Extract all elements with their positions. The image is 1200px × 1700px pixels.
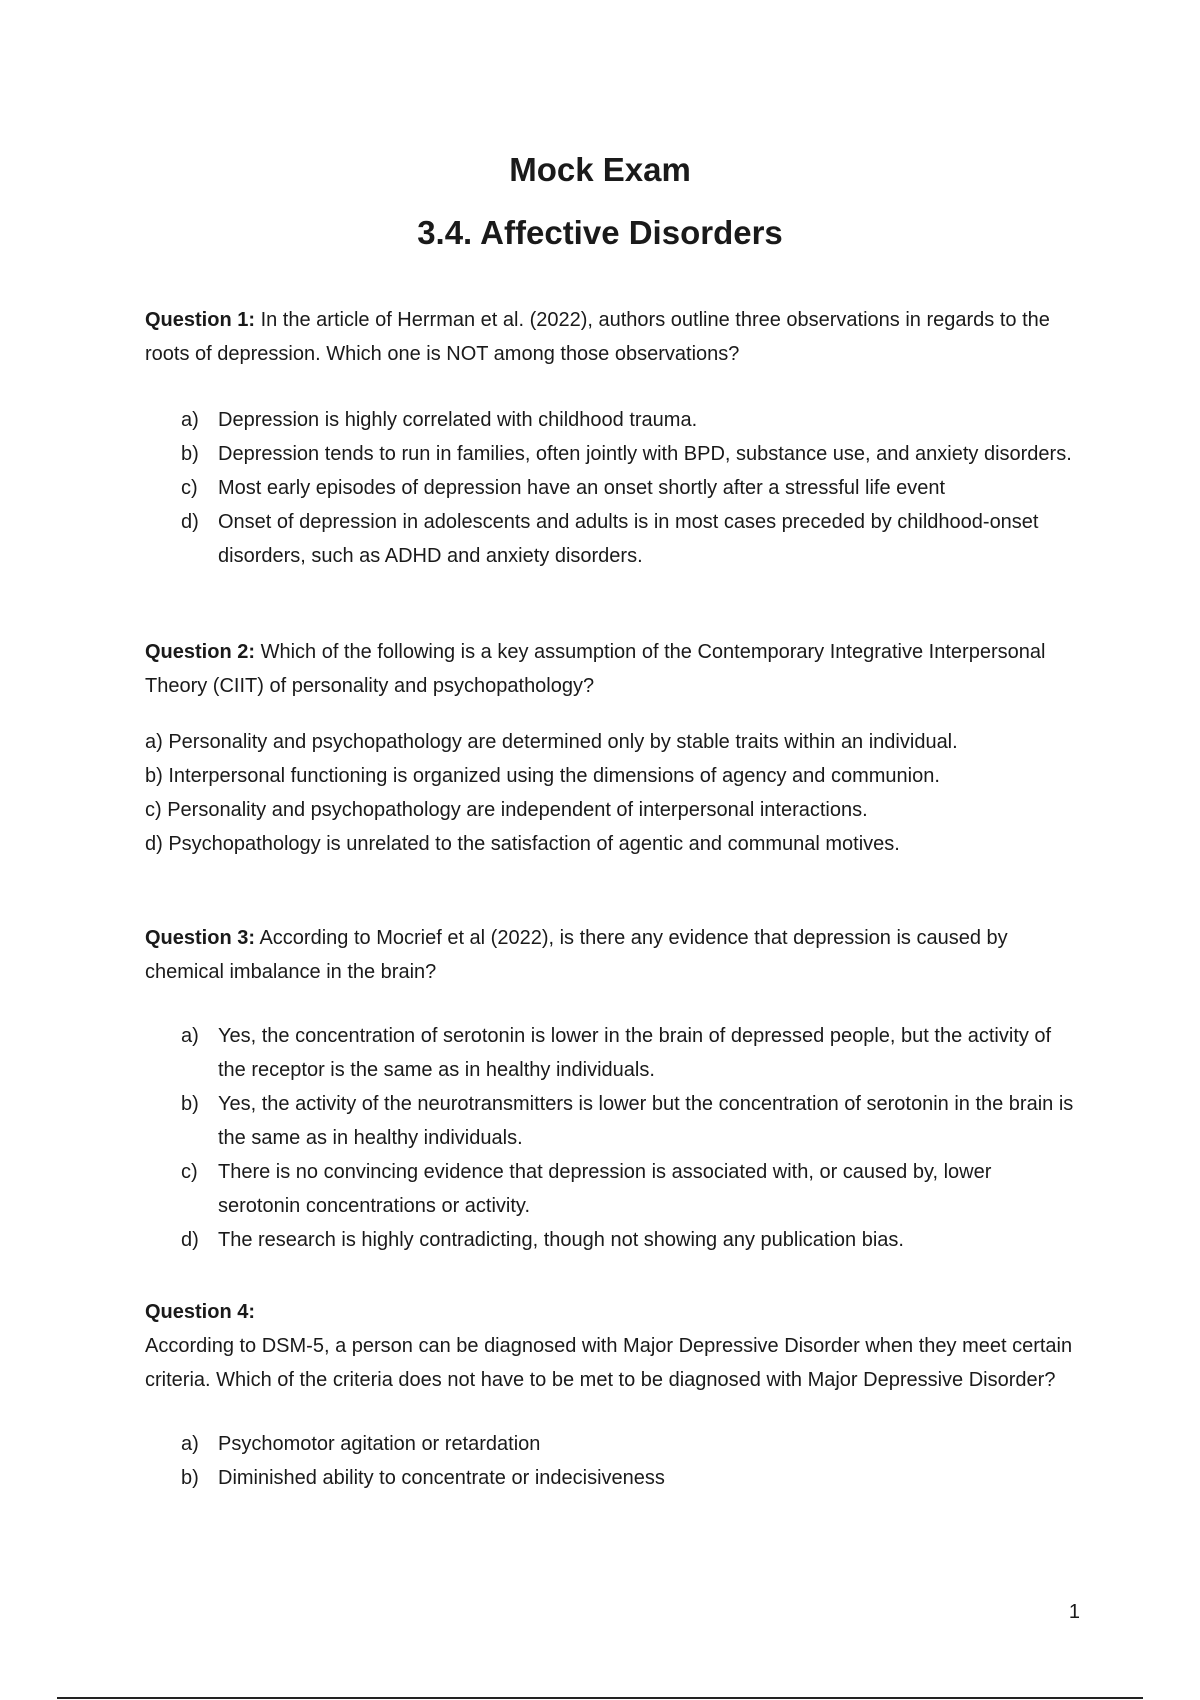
question-2-label: Question 2: xyxy=(145,641,256,663)
option-text: Most early episodes of depression have an onset shortly after a stressful life event xyxy=(218,477,946,499)
document-title: Mock Exam xyxy=(509,151,691,188)
option-text: There is no convincing evidence that depression is associated with, or caused by, lower serotonin concentrations or activity. xyxy=(218,1161,992,1217)
option-letter: d) xyxy=(181,1229,199,1251)
question-3-label: Question 3: xyxy=(145,927,256,949)
question-1 xyxy=(145,303,1075,573)
option-text: Yes, the concentration of serotonin is lower in the brain of depressed people, but the activity of the receptor is the same as in healthy individuals. xyxy=(218,1025,1052,1081)
option-text: Onset of depression in adolescents and adults is in most cases preceded by childhood-onset disorders, such as ADHD and anxiety disorders. xyxy=(218,511,1039,567)
option-letter: b) xyxy=(181,1467,199,1489)
option-letter: b) xyxy=(181,1093,199,1115)
question-4-label: Question 4: xyxy=(145,1301,256,1323)
question-2-options xyxy=(145,725,1075,861)
question-1-options xyxy=(145,403,1075,573)
question-1-option-c xyxy=(145,471,1075,505)
question-2 xyxy=(145,635,1075,861)
question-3 xyxy=(145,921,1075,1257)
option-text: Depression is highly correlated with childhood trauma. xyxy=(218,409,698,431)
option-text: Yes, the activity of the neurotransmitters is lower but the concentration of serotonin in the brain is the same as in healthy individuals. xyxy=(218,1093,1074,1149)
question-1-label: Question 1: xyxy=(145,309,256,331)
page-number: 1 xyxy=(1068,1601,1080,1623)
question-2-text: Which of the following is a key assumption of the Contemporary Integrative Interpersonal Theory (CIIT) of personality and psychopathology? xyxy=(145,641,1046,697)
question-2-option-a: a) Personality and psychopathology are determined only by stable traits within an individual. xyxy=(145,731,958,753)
question-2-option-d: d) Psychopathology is unrelated to the satisfaction of agentic and communal motives. xyxy=(145,833,900,855)
question-1-option-d xyxy=(145,505,1075,573)
question-1-option-a xyxy=(145,403,1075,437)
question-3-prompt xyxy=(145,921,1075,989)
footer-divider xyxy=(57,1697,1143,1699)
option-letter: c) xyxy=(181,477,198,499)
question-1-option-b xyxy=(145,437,1075,471)
question-1-text: In the article of Herrman et al. (2022), authors outline three observations in regards to the roots of depression. Which one is NOT among those observations? xyxy=(145,309,1050,365)
option-text: Depression tends to run in families, often jointly with BPD, substance use, and anxiety disorders. xyxy=(218,443,1072,465)
question-2-option-c: c) Personality and psychopathology are independent of interpersonal interactions. xyxy=(145,799,868,821)
question-4-text: According to DSM-5, a person can be diagnosed with Major Depressive Disorder when they meet certain criteria. Which of the criteria does not have to be met to be diagnosed with Major Depressive Disorder? xyxy=(145,1335,1073,1391)
option-letter: c) xyxy=(181,1161,198,1183)
question-3-option-d xyxy=(145,1223,1075,1257)
question-2-option-b: b) Interpersonal functioning is organized using the dimensions of agency and communion. xyxy=(145,765,940,787)
question-4-options xyxy=(145,1427,1075,1495)
question-3-option-c xyxy=(145,1155,1075,1223)
option-letter: a) xyxy=(181,1025,199,1047)
question-3-text: According to Mocrief et al (2022), is there any evidence that depression is caused by chemical imbalance in the brain? xyxy=(145,927,1008,983)
option-letter: d) xyxy=(181,511,199,533)
question-4-heading xyxy=(145,1295,1075,1329)
option-text: The research is highly contradicting, though not showing any publication bias. xyxy=(218,1229,904,1251)
option-text: Diminished ability to concentrate or indecisiveness xyxy=(218,1467,665,1489)
option-letter: a) xyxy=(181,1433,199,1455)
question-2-prompt xyxy=(145,635,1075,703)
option-text: Psychomotor agitation or retardation xyxy=(218,1433,541,1455)
question-1-prompt xyxy=(145,303,1075,371)
question-3-option-a xyxy=(145,1019,1075,1087)
question-4-option-b xyxy=(145,1461,1075,1495)
question-3-option-b xyxy=(145,1087,1075,1155)
document-subtitle: 3.4. Affective Disorders xyxy=(417,214,783,251)
question-3-options xyxy=(145,1019,1075,1257)
option-letter: b) xyxy=(181,443,199,465)
question-4-option-a xyxy=(145,1427,1075,1461)
option-letter: a) xyxy=(181,409,199,431)
question-4 xyxy=(145,1295,1075,1495)
